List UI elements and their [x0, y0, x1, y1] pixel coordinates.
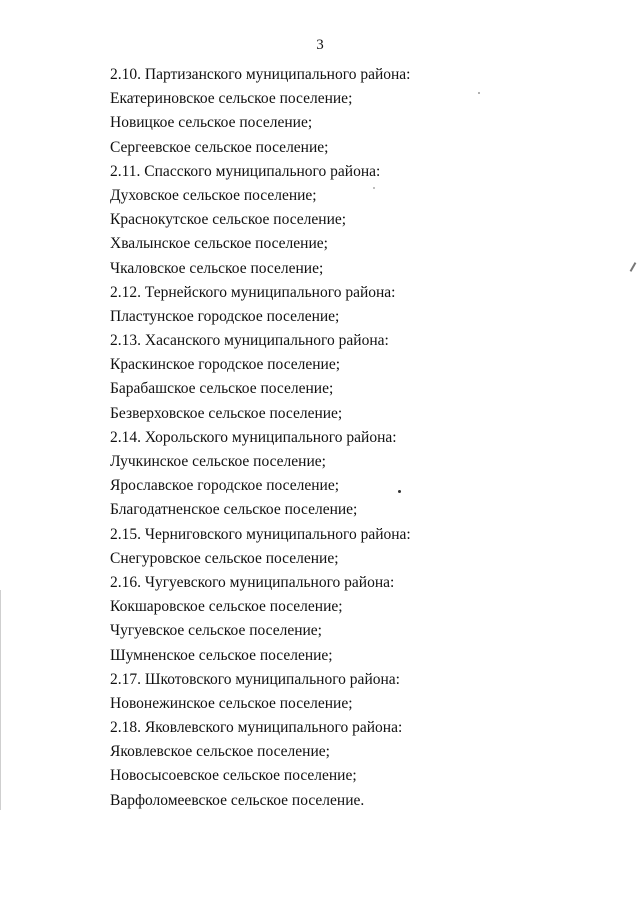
list-item: Краснокутское сельское поселение; — [110, 211, 347, 229]
section-heading: 2.13. Хасанского муниципального района: — [110, 332, 389, 350]
list-item: Новицкое сельское поселение; — [110, 114, 313, 132]
section-heading: 2.14. Хорольского муниципального района: — [110, 428, 397, 446]
list-item: Лучкинское сельское поселение; — [110, 453, 326, 470]
list-item: Барабашское сельское поселение; — [110, 380, 334, 398]
list-item: Варфоломеевское сельское поселение. — [110, 791, 365, 809]
list-item: Ярославское городское поселение; — [110, 477, 340, 495]
scan-edge-mark — [0, 590, 1, 810]
section-heading: 2.15. Черниговского муниципального района: — [110, 525, 411, 543]
scan-edge-mark — [630, 262, 637, 272]
list-item: Духовское сельское поселение; — [110, 186, 317, 204]
list-item: Пластунское городское поселение; — [110, 307, 340, 325]
list-item: Новосысоевское сельское поселение; — [110, 767, 357, 785]
scan-speck — [373, 187, 375, 189]
list-item: Шумненское сельское поселение; — [110, 646, 333, 664]
scan-speck — [398, 490, 401, 493]
list-item: Краскинское городское поселение; — [110, 356, 341, 374]
list-item: Безверховское сельское поселение; — [110, 404, 343, 422]
section-heading: 2.12. Тернейского муниципального района: — [110, 283, 396, 301]
list-item: Чкаловское сельское поселение; — [110, 259, 324, 277]
section-heading: 2.18. Яковлевского муниципального района: — [110, 719, 403, 737]
list-item: Кокшаровское сельское поселение; — [110, 598, 343, 616]
list-item: Хвалынское сельское поселение; — [110, 235, 328, 253]
section-heading: 2.11. Спасского муниципального района: — [110, 162, 381, 180]
list-item: Яковлевское сельское поселение; — [110, 743, 330, 761]
section-heading: 2.17. Шкотовского муниципального района: — [110, 670, 400, 688]
list-item: Благодатненское сельское поселение; — [110, 501, 358, 519]
list-item: Екатериновское сельское поселение; — [110, 90, 353, 108]
scan-speck — [478, 92, 480, 94]
settlement-list — [110, 63, 411, 813]
section-heading: 2.10. Партизанского муниципального района: — [110, 66, 411, 83]
list-item: Сергеевское сельское поселение; — [110, 138, 329, 156]
page-number: 3 — [316, 37, 324, 53]
section-heading: 2.16. Чугуевского муниципального района: — [110, 573, 395, 591]
list-item: Чугуевское сельское поселение; — [110, 622, 322, 640]
list-item: Новонежинское сельское поселение; — [110, 694, 353, 712]
list-item: Снегуровское сельское поселение; — [110, 549, 339, 567]
